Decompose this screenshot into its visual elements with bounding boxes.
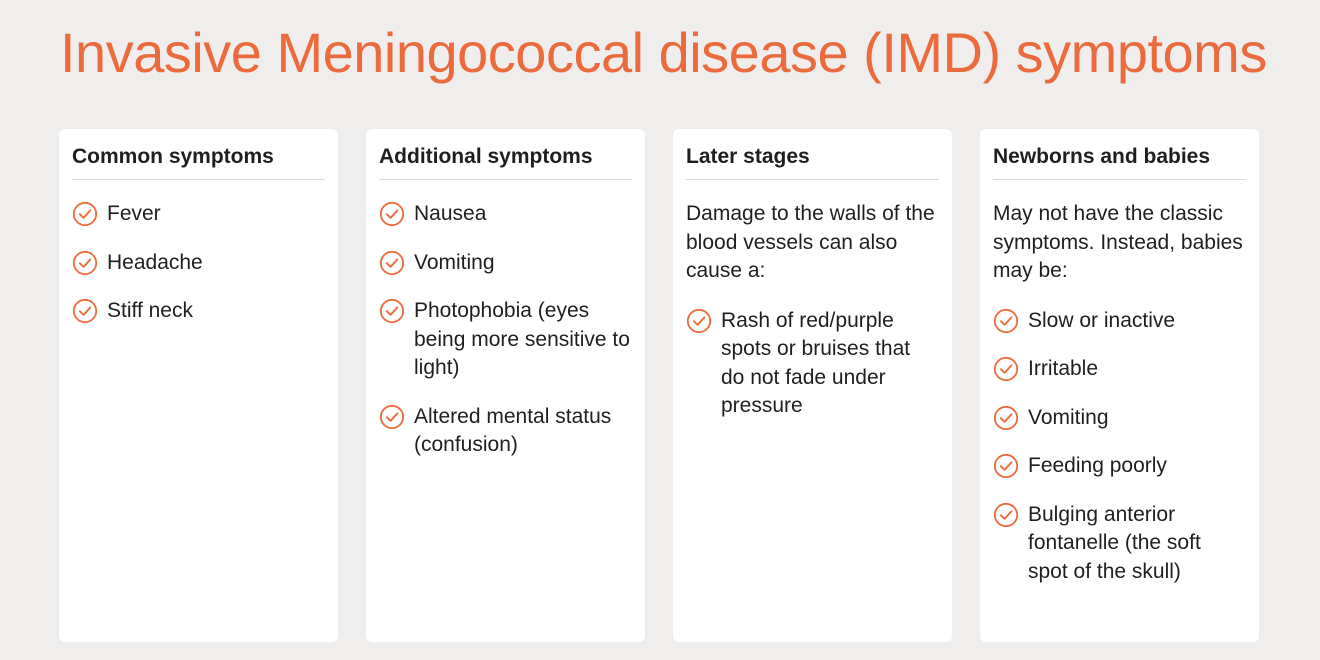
check-circle-icon xyxy=(993,308,1019,334)
check-circle-icon xyxy=(72,250,98,276)
check-circle-icon xyxy=(379,404,405,430)
check-circle-icon xyxy=(379,201,405,227)
symptom-item xyxy=(72,249,325,278)
symptom-item xyxy=(993,404,1246,433)
symptom-item xyxy=(379,200,632,229)
card-common-symptoms xyxy=(59,129,338,642)
check-circle-icon xyxy=(72,298,98,324)
card-heading: Later stages xyxy=(686,129,939,180)
card-heading: Newborns and babies xyxy=(993,129,1246,180)
symptom-label: Vomiting xyxy=(414,250,495,274)
symptom-item xyxy=(993,501,1246,587)
symptom-list xyxy=(686,307,939,421)
card-heading: Additional symptoms xyxy=(379,129,632,180)
symptom-list xyxy=(379,200,632,460)
symptom-label: Vomiting xyxy=(1028,405,1109,429)
check-circle-icon xyxy=(993,453,1019,479)
symptom-label: Rash of red/purple spots or bruises that do not fade under pressure xyxy=(721,308,911,417)
symptom-item xyxy=(993,307,1246,336)
symptom-label: Bulging anterior fontanelle (the soft spot of the skull) xyxy=(1028,502,1201,583)
symptom-label: Irritable xyxy=(1028,357,1099,380)
symptom-item xyxy=(379,297,632,383)
card-heading: Common symptoms xyxy=(72,129,325,180)
check-circle-icon xyxy=(993,356,1019,382)
symptom-item xyxy=(993,452,1246,481)
symptom-item xyxy=(72,200,325,229)
symptom-label: Slow or inactive xyxy=(1028,308,1176,332)
symptom-label: Photophobia (eyes being more sensitive to light) xyxy=(414,299,630,379)
check-circle-icon xyxy=(379,250,405,276)
check-circle-icon xyxy=(379,298,405,324)
check-circle-icon xyxy=(686,308,712,334)
card-newborns-and-babies xyxy=(980,129,1259,642)
card-additional-symptoms xyxy=(366,129,645,642)
card-later-stages xyxy=(673,129,952,642)
symptom-item xyxy=(379,249,632,278)
symptom-label: Altered mental status (confusion) xyxy=(414,404,612,456)
symptom-list xyxy=(993,307,1246,587)
card-intro: May not have the classic symptoms. Instead, babies may be: xyxy=(993,202,1243,282)
check-circle-icon xyxy=(993,502,1019,528)
page-title: Invasive Meningococcal disease (IMD) symptoms xyxy=(60,21,1267,84)
symptom-cards xyxy=(59,129,1259,642)
symptom-item xyxy=(686,307,939,421)
check-circle-icon xyxy=(72,201,98,227)
check-circle-icon xyxy=(993,405,1019,431)
symptom-label: Nausea xyxy=(414,202,487,225)
symptom-label: Headache xyxy=(107,250,203,274)
symptom-item xyxy=(993,355,1246,384)
symptom-list xyxy=(72,200,325,326)
symptom-label: Feeding poorly xyxy=(1028,454,1167,477)
card-intro: Damage to the walls of the blood vessels can also cause a: xyxy=(686,202,935,282)
symptom-label: Stiff neck xyxy=(107,299,193,322)
symptom-label: Fever xyxy=(107,202,161,225)
symptom-item xyxy=(72,297,325,326)
symptom-item xyxy=(379,403,632,460)
